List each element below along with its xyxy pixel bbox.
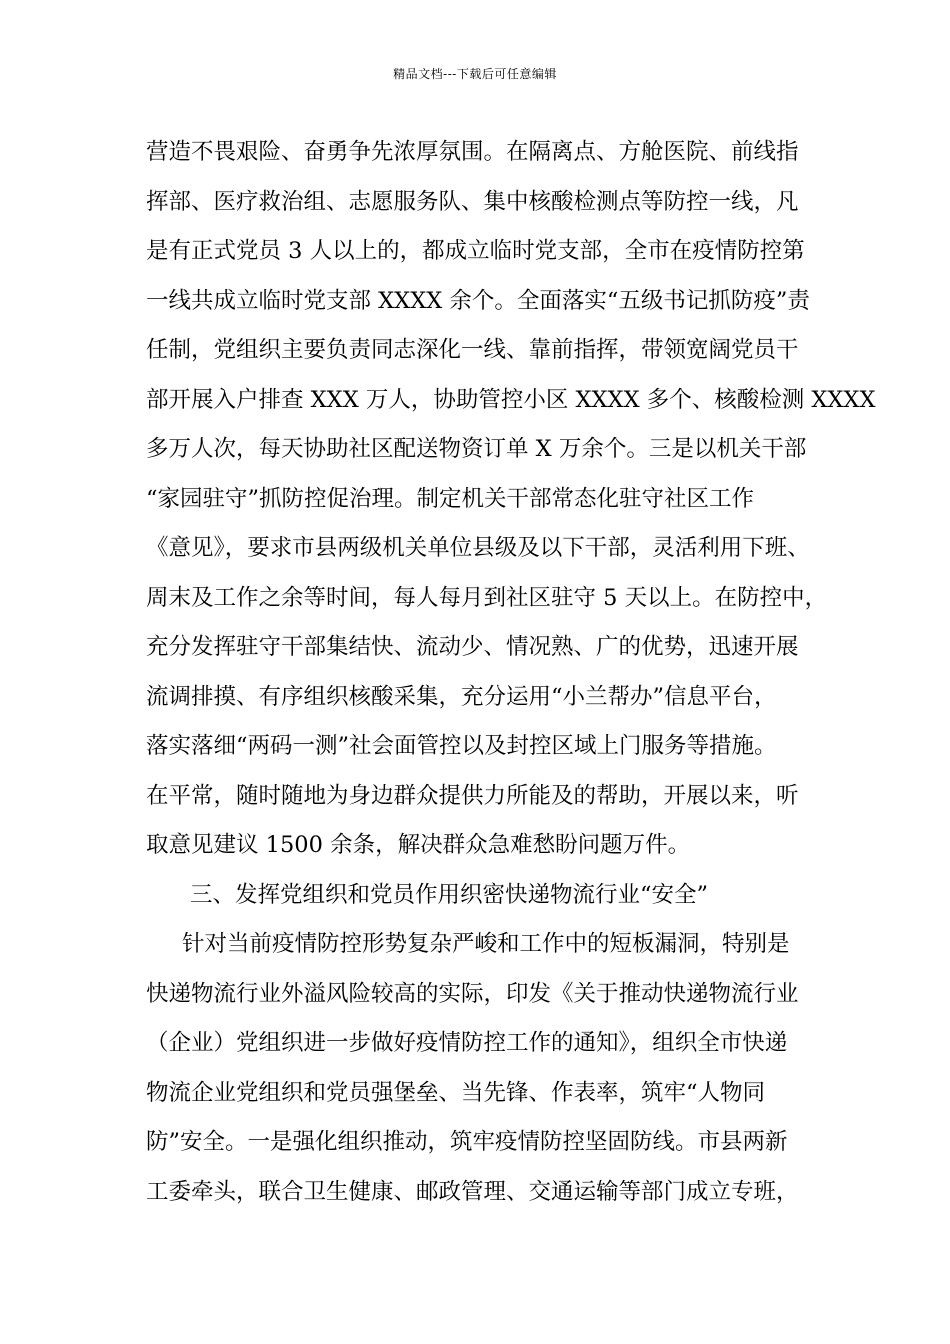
body-line: 快递物流行业外溢风险较高的实际，印发《关于推动快递物流行业 [146,980,799,1007]
body-line: 一线共成立临时党支部 XXXX 余个。全面落实“五级书记抓防疫”责 [146,287,810,314]
page-header: 精品文档---下载后可任意编辑 [393,67,557,81]
body-line: 挥部、医疗救治组、志愿服务队、集中核酸检测点等防控一线，凡 [146,188,799,215]
body-line: 充分发挥驻守干部集结快、流动少、情况熟、广的优势，迅速开展 [146,634,799,660]
body-line: 任制，党组织主要负责同志深化一线、靠前指挥，带领宽阔党员干 [146,337,799,363]
body-line: 落实落细“两码一测”社会面管控以及封控区域上门服务等措施。 [146,733,777,759]
body-line: 在平常，随时随地为身边群众提供力所能及的帮助，开展以来，听 [146,782,799,809]
body-line: 部开展入户排查 XXX 万人，协助管控小区 XXXX 多个、核酸检测 XXXX [146,386,876,413]
body-line: （企业）党组织进一步做好疫情防控工作的通知》，组织全市快递 [146,1030,788,1056]
body-line: 工委牵头，联合卫生健康、邮政管理、交通运输等部门成立专班， [146,1178,799,1205]
body-line: 是有正式党员 3 人以上的，都成立临时党支部，全市在疫情防控第 [146,238,805,264]
body-line: 多万人次，每天协助社区配送物资订单 X 万余个。三是以机关干部 [146,436,807,462]
body-line: 流调排摸、有序组织核酸采集，充分运用“小兰帮办”信息平台， [146,683,777,710]
section-heading: 三、发挥党组织和党员作用织密快递物流行业“安全” [190,881,709,908]
body-line: 取意见建议 1500 余条，解决群众急难愁盼问题万件。 [146,832,691,858]
body-line: 针对当前疫情防控形势复杂严峻和工作中的短板漏洞，特别是 [182,931,790,957]
body-line: 周末及工作之余等时间，每人每月到社区驻守 5 天以上。在防控中， [146,584,828,611]
body-line: “家园驻守”抓防控促治理。制定机关干部常态化驻守社区工作 [146,485,755,512]
body-line: 营造不畏艰险、奋勇争先浓厚氛围。在隔离点、方舱医院、前线指 [146,139,799,165]
body-line: 《意见》，要求市县两级机关单位县级及以下干部，灵活利用下班、 [146,535,810,561]
document-body [146,128,876,1217]
body-line: 防”安全。一是强化组织推动，筑牢疫情防控坚固防线。市县两新 [146,1129,788,1155]
body-line: 物流企业党组织和党员强堡垒、当先锋、作表率，筑牢“人物同 [146,1079,766,1106]
